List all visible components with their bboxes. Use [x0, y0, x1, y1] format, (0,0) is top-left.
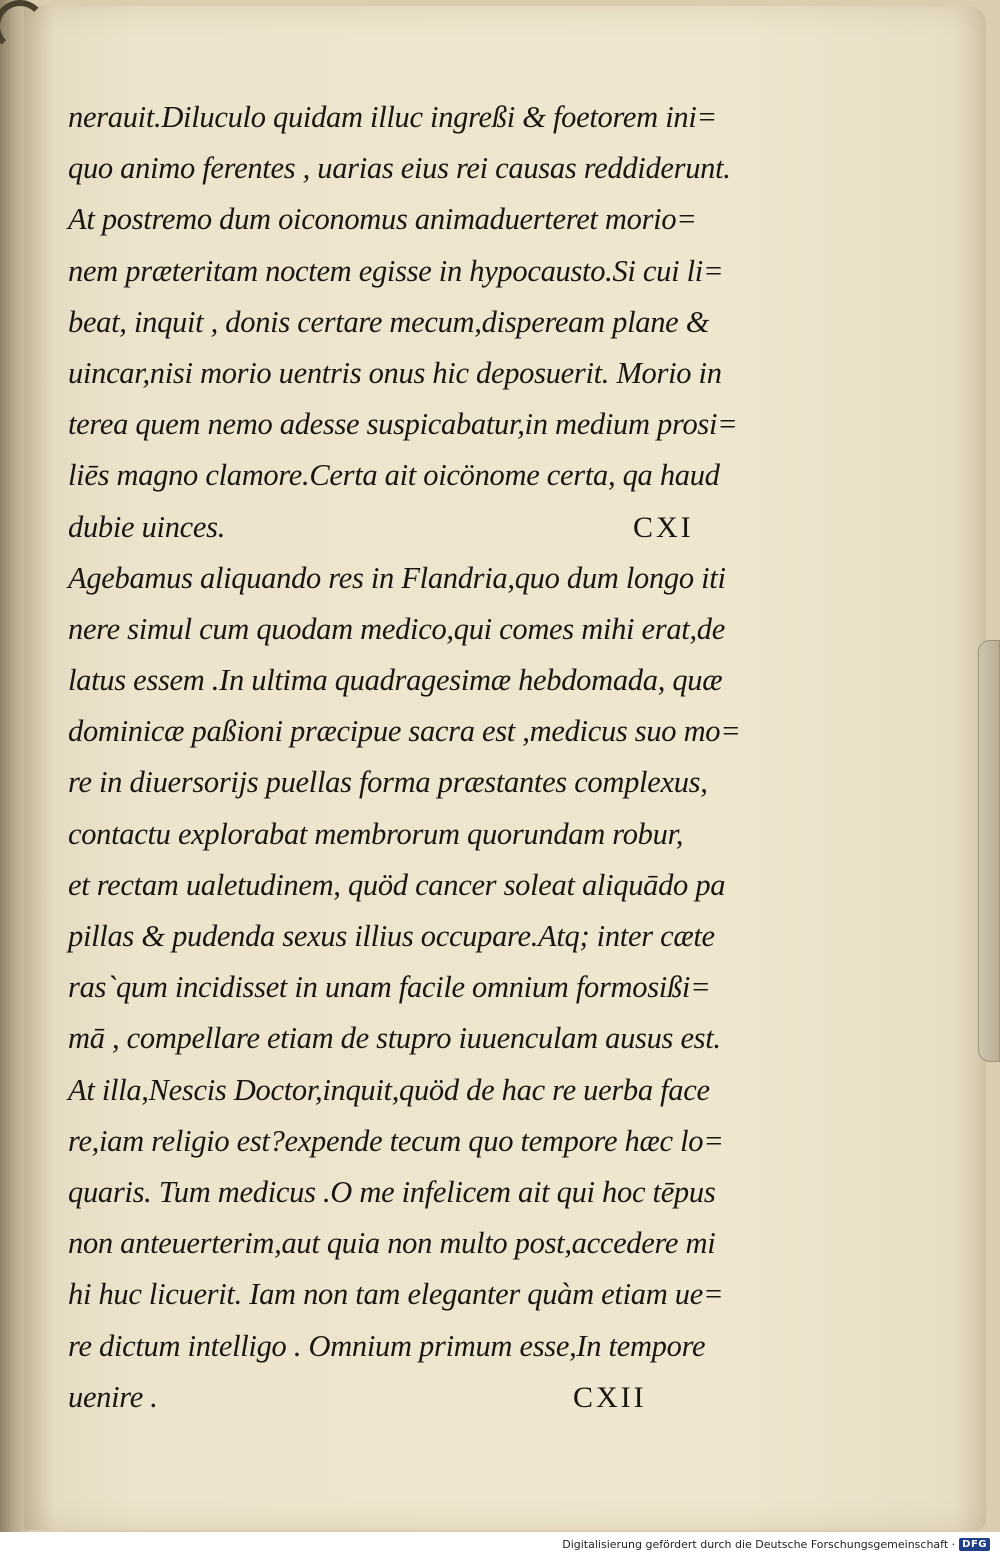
text-line: dominicæ paßioni præcipue sacra est ,medicus suo mo=: [68, 714, 741, 749]
text-line: quaris. Tum medicus .O me infelicem ait qui hoc tēpus: [68, 1174, 716, 1209]
text-line: re in diuersorijs puellas forma præstantes complexus,: [68, 765, 708, 800]
footer-credit: Digitalisierung gefördert durch die Deutsche Forschungsgemeinschaft ·: [562, 1537, 956, 1551]
text-line: non anteuerterim,aut quia non multo post,accedere mi: [68, 1226, 716, 1261]
text-line: hi huc licuerit. Iam non tam eleganter quàm etiam ue=: [68, 1277, 724, 1312]
text-line: pillas & pudenda sexus illius occupare.Atq; inter cæte: [68, 919, 715, 953]
text-line: nerauit.Diluculo quidam illuc ingreßi & foetorem ini=: [68, 100, 717, 134]
text-line: re,iam religio est?expende tecum quo tempore hæc lo=: [68, 1123, 724, 1158]
facing-page-edge: [0, 0, 62, 1532]
text-line: re dictum intelligo . Omnium primum esse,In tempore: [68, 1328, 706, 1363]
section-numeral: CXII: [573, 1380, 647, 1414]
text-line: Agebamus aliquando res in Flandria,quo dum longo iti: [68, 560, 726, 595]
text-line: uincar,nisi morio uentris onus hic deposuerit. Morio in: [68, 355, 722, 390]
section-numeral: CXI: [633, 510, 694, 544]
page-curl-shape: [0, 0, 46, 52]
footer-bar: [0, 1532, 1000, 1556]
text-line-with-numeral: [68, 1372, 788, 1423]
text-line: et rectam ualetudinem, quöd cancer soleat aliquādo pa: [68, 867, 726, 902]
text-line: At illa,Nescis Doctor,inquit,quöd de hac re uerba face: [68, 1072, 710, 1107]
text-line-with-numeral: [68, 502, 788, 553]
text-line: ras`qum incidisset in unam facile omnium formosißi=: [68, 970, 711, 1005]
text-line-fragment: dubie uinces.: [68, 509, 226, 544]
text-line: terea quem nemo adesse suspicabatur,in medium prosi=: [68, 407, 738, 442]
text-line: liēs magno clamore.Certa ait oicönome certa, qa haud: [68, 458, 720, 493]
text-line: latus essem .In ultima quadragesimæ hebdomada, quæ: [68, 663, 723, 698]
page-clip-shape: [978, 640, 1000, 1062]
text-line: contactu explorabat membrorum quorundam robur,: [68, 816, 684, 851]
text-line: At postremo dum oiconomus animaduerteret morio=: [68, 202, 697, 237]
text-line: mā , compellare etiam de stupro iuuenculam ausus est.: [68, 1021, 721, 1056]
text-line-fragment: uenire .: [68, 1379, 158, 1414]
page-text-block: [68, 92, 788, 1423]
text-line: beat, inquit , donis certare mecum,dispeream plane &: [68, 304, 710, 339]
text-line: quo animo ferentes , uarias eius rei causas reddiderunt.: [68, 151, 731, 186]
dfg-logo-icon: DFG: [959, 1538, 990, 1551]
text-line: nem præteritam noctem egisse in hypocausto.Si cui li=: [68, 253, 724, 288]
text-line: nere simul cum quodam medico,qui comes mihi erat,de: [68, 611, 725, 646]
